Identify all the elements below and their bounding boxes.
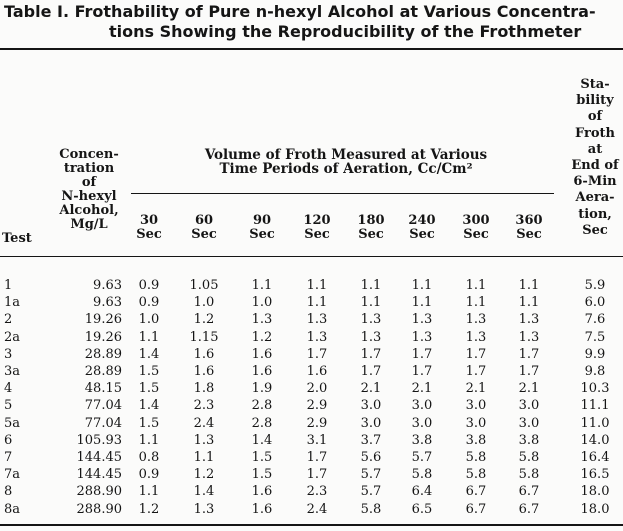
header-stability-line: Sta- — [580, 77, 610, 92]
header-concentration-line: Alcohol, — [59, 203, 119, 218]
cell-stability: 16.5 — [580, 467, 610, 483]
cell-volume: 1.6 — [251, 501, 273, 517]
cell-test: 1a — [4, 295, 21, 311]
cell-concentration: 77.04 — [84, 415, 122, 431]
title-line-2: tions Showing the Reproducibility of the Frothmeter — [109, 22, 582, 41]
cell-volume: 1.7 — [306, 450, 328, 465]
cell-volume: 1.6 — [193, 346, 215, 362]
cell-stability: 18.0 — [580, 484, 610, 500]
cell-volume: 1.2 — [193, 312, 215, 328]
header-time-30s — [124, 214, 174, 242]
cell-volume: 1.5 — [138, 364, 160, 379]
cell-concentration: 77.04 — [84, 398, 122, 414]
cell-volume: 5.8 — [360, 501, 382, 517]
table-row — [0, 278, 623, 293]
cell-volume: 3.8 — [518, 432, 540, 448]
cell-volume: 0.8 — [138, 450, 160, 465]
cell-volume: 6.7 — [465, 501, 487, 517]
cell-volume: 3.0 — [465, 398, 487, 414]
cell-stability: 9.9 — [584, 346, 606, 362]
cell-volume: 1.1 — [138, 329, 160, 345]
cell-concentration: 105.93 — [76, 432, 122, 448]
header-concentration — [44, 148, 134, 232]
cell-volume: 1.1 — [306, 295, 328, 311]
cell-concentration: 48.15 — [84, 381, 122, 397]
header-stability — [560, 77, 623, 239]
header-stability-line: Aera- — [575, 190, 615, 206]
cell-volume: 2.8 — [251, 415, 273, 431]
cell-concentration: 28.89 — [84, 346, 122, 362]
cell-stability: 11.1 — [580, 398, 610, 414]
cell-volume: 1.1 — [138, 484, 160, 500]
cell-volume: 1.1 — [193, 450, 215, 465]
cell-volume: 6.4 — [411, 484, 433, 500]
header-time-value: 90 — [252, 213, 272, 228]
cell-volume: 3.0 — [518, 415, 540, 431]
header-time-300s — [451, 214, 501, 242]
cell-volume: 1.3 — [251, 312, 273, 328]
header-time-unit: Sec — [191, 227, 217, 242]
table-row — [0, 416, 623, 431]
cell-volume: 0.9 — [138, 278, 160, 293]
header-time-value: 180 — [357, 213, 385, 228]
header-time-unit: Sec — [409, 227, 435, 242]
cell-volume: 1.6 — [251, 484, 273, 500]
table-row — [0, 433, 623, 448]
cell-test: 2a — [4, 329, 21, 345]
cell-volume: 1.3 — [518, 329, 540, 345]
cell-stability: 10.3 — [580, 381, 610, 397]
cell-volume: 1.2 — [193, 467, 215, 483]
cell-volume: 1.7 — [306, 467, 328, 483]
header-concentration-line: Concen- — [59, 147, 119, 162]
bottom-rule — [0, 524, 623, 526]
cell-volume: 6.7 — [518, 484, 540, 500]
cell-test: 7 — [4, 450, 13, 465]
cell-concentration: 144.45 — [76, 450, 122, 465]
cell-test: 3 — [4, 346, 13, 362]
header-bottom-rule — [0, 256, 623, 257]
cell-volume: 1.7 — [360, 346, 382, 362]
header-stability-line: Sec — [582, 222, 608, 238]
header-concentration-line: tration — [63, 161, 115, 176]
cell-volume: 1.5 — [251, 450, 273, 465]
cell-volume: 1.0 — [138, 312, 160, 328]
header-concentration-line: of — [81, 175, 97, 190]
cell-volume: 1.3 — [193, 432, 215, 448]
header-time-120s — [292, 214, 342, 242]
cell-volume: 2.1 — [411, 381, 433, 397]
header-time-unit: Sec — [358, 227, 384, 242]
cell-volume: 1.1 — [518, 278, 540, 293]
cell-volume: 1.2 — [251, 329, 273, 345]
cell-volume: 1.4 — [251, 432, 273, 448]
cell-volume: 2.0 — [306, 381, 328, 397]
header-time-90s — [237, 214, 287, 242]
cell-concentration: 9.63 — [93, 295, 122, 311]
top-rule — [0, 48, 623, 50]
cell-concentration: 144.45 — [76, 467, 122, 483]
cell-stability: 18.0 — [580, 501, 610, 517]
cell-volume: 1.1 — [465, 295, 487, 311]
cell-volume: 5.7 — [411, 450, 433, 465]
cell-volume: 1.1 — [360, 295, 382, 311]
cell-volume: 1.3 — [360, 329, 382, 345]
table-row — [0, 484, 623, 499]
cell-volume: 1.1 — [360, 278, 382, 293]
cell-volume: 2.1 — [518, 381, 540, 397]
cell-stability: 11.0 — [580, 415, 610, 431]
cell-volume: 1.1 — [518, 295, 540, 311]
cell-stability: 16.4 — [580, 450, 610, 465]
header-stability-line: 6-Min — [573, 174, 617, 190]
cell-volume: 1.8 — [193, 381, 215, 397]
cell-volume: 1.1 — [251, 278, 273, 293]
cell-volume: 3.8 — [465, 432, 487, 448]
table-row — [0, 381, 623, 396]
cell-concentration: 288.90 — [76, 484, 122, 500]
cell-test: 3a — [4, 364, 21, 379]
cell-volume: 1.7 — [465, 364, 487, 379]
cell-test: 8a — [4, 501, 21, 517]
cell-volume: 2.3 — [193, 398, 215, 414]
header-stability-line: at — [587, 141, 603, 157]
cell-volume: 1.4 — [138, 398, 160, 414]
cell-volume: 3.1 — [306, 432, 328, 448]
cell-volume: 2.4 — [306, 501, 328, 517]
header-time-value: 360 — [515, 213, 543, 228]
header-time-180s — [346, 214, 396, 242]
header-stability-line: Froth — [575, 125, 615, 141]
cell-volume: 1.2 — [138, 501, 160, 517]
cell-volume: 1.4 — [193, 484, 215, 500]
cell-volume: 1.6 — [306, 364, 328, 379]
cell-volume: 1.5 — [251, 467, 273, 483]
cell-volume: 1.6 — [251, 364, 273, 379]
header-time-value: 300 — [462, 213, 490, 228]
cell-stability: 9.8 — [584, 364, 606, 379]
cell-volume: 1.1 — [306, 278, 328, 293]
header-stability-line: tion, — [578, 206, 612, 222]
cell-volume: 2.4 — [193, 415, 215, 431]
cell-stability: 6.0 — [584, 295, 606, 311]
cell-stability: 7.5 — [584, 329, 606, 345]
cell-volume: 6.5 — [411, 501, 433, 517]
cell-volume: 1.7 — [360, 364, 382, 379]
cell-volume: 3.0 — [465, 415, 487, 431]
table-row — [0, 364, 623, 379]
table-row — [0, 330, 623, 345]
header-time-360s — [504, 214, 554, 242]
header-volume-group — [130, 148, 562, 176]
cell-volume: 0.9 — [138, 467, 160, 483]
table-row — [0, 295, 623, 310]
cell-volume: 1.7 — [306, 346, 328, 362]
header-stability-line: of — [587, 109, 603, 125]
cell-volume: 1.9 — [251, 381, 273, 397]
header-time-unit: Sec — [463, 227, 489, 242]
cell-volume: 5.7 — [360, 467, 382, 483]
cell-volume: 1.7 — [518, 364, 540, 379]
cell-volume: 1.1 — [411, 278, 433, 293]
cell-volume: 1.15 — [189, 329, 219, 345]
cell-volume: 6.7 — [465, 484, 487, 500]
cell-volume: 1.4 — [138, 346, 160, 362]
cell-volume: 3.7 — [360, 432, 382, 448]
cell-volume: 2.1 — [465, 381, 487, 397]
cell-test: 5 — [4, 398, 13, 414]
header-concentration-line: Mg/L — [70, 217, 108, 232]
cell-volume: 1.3 — [411, 312, 433, 328]
cell-volume: 3.0 — [411, 415, 433, 431]
cell-test: 7a — [4, 467, 21, 483]
cell-volume: 1.6 — [193, 364, 215, 379]
cell-volume: 1.3 — [193, 501, 215, 517]
cell-concentration: 19.26 — [84, 329, 122, 345]
table-row — [0, 467, 623, 482]
header-stability-line: End of — [571, 158, 619, 174]
cell-volume: 2.1 — [360, 381, 382, 397]
cell-volume: 5.8 — [518, 467, 540, 483]
cell-volume: 5.8 — [518, 450, 540, 465]
cell-volume: 2.9 — [306, 415, 328, 431]
header-time-unit: Sec — [136, 227, 162, 242]
volume-group-rule — [131, 193, 554, 194]
cell-test: 8 — [4, 484, 13, 500]
cell-volume: 2.3 — [306, 484, 328, 500]
table-row — [0, 347, 623, 362]
cell-volume: 1.3 — [306, 312, 328, 328]
cell-concentration: 288.90 — [76, 501, 122, 517]
header-time-value: 60 — [194, 213, 214, 228]
cell-volume: 3.8 — [411, 432, 433, 448]
cell-stability: 7.6 — [584, 312, 606, 328]
cell-volume: 1.3 — [518, 312, 540, 328]
header-volume-group-line: Time Periods of Aeration, Cc/Cm² — [219, 161, 473, 177]
cell-test: 1 — [4, 278, 13, 293]
header-time-value: 120 — [303, 213, 331, 228]
cell-volume: 5.8 — [465, 467, 487, 483]
cell-volume: 3.0 — [518, 398, 540, 414]
cell-volume: 6.7 — [518, 501, 540, 517]
cell-volume: 1.5 — [138, 381, 160, 397]
cell-volume: 5.6 — [360, 450, 382, 465]
header-time-240s — [397, 214, 447, 242]
cell-test: 4 — [4, 381, 13, 397]
header-stability-line: bility — [576, 93, 614, 109]
table-row — [0, 450, 623, 465]
header-concentration-line: N-hexyl — [61, 189, 117, 204]
cell-volume: 1.6 — [251, 346, 273, 362]
cell-volume: 1.1 — [465, 278, 487, 293]
header-time-unit: Sec — [249, 227, 275, 242]
cell-volume: 1.3 — [411, 329, 433, 345]
header-time-value: 30 — [139, 213, 159, 228]
cell-stability: 5.9 — [584, 278, 606, 293]
cell-volume: 1.05 — [189, 278, 219, 293]
cell-volume: 3.0 — [360, 415, 382, 431]
cell-volume: 1.5 — [138, 415, 160, 431]
cell-volume: 5.8 — [465, 450, 487, 465]
table-row — [0, 398, 623, 413]
cell-volume: 2.9 — [306, 398, 328, 414]
cell-volume: 1.0 — [251, 295, 273, 311]
header-time-unit: Sec — [304, 227, 330, 242]
cell-volume: 5.8 — [411, 467, 433, 483]
cell-volume: 1.7 — [411, 346, 433, 362]
cell-volume: 1.7 — [465, 346, 487, 362]
cell-volume: 3.0 — [360, 398, 382, 414]
cell-stability: 14.0 — [580, 432, 610, 448]
table-row — [0, 502, 623, 517]
cell-volume: 2.8 — [251, 398, 273, 414]
header-test: Test — [2, 231, 32, 246]
cell-test: 5a — [4, 415, 21, 431]
header-time-60s — [179, 214, 229, 242]
cell-volume: 1.7 — [411, 364, 433, 379]
cell-concentration: 28.89 — [84, 364, 122, 379]
cell-concentration: 9.63 — [93, 278, 122, 293]
table-row — [0, 312, 623, 327]
cell-test: 6 — [4, 432, 13, 448]
cell-volume: 1.3 — [360, 312, 382, 328]
cell-volume: 3.0 — [411, 398, 433, 414]
cell-volume: 1.0 — [193, 295, 215, 311]
title-line-1: Table I. Frothability of Pure n-hexyl Alcohol at Various Concentra- — [4, 2, 596, 21]
header-time-unit: Sec — [516, 227, 542, 242]
cell-volume: 1.3 — [306, 329, 328, 345]
cell-volume: 5.7 — [360, 484, 382, 500]
cell-concentration: 19.26 — [84, 312, 122, 328]
cell-volume: 1.3 — [465, 312, 487, 328]
header-time-value: 240 — [408, 213, 436, 228]
cell-volume: 1.3 — [465, 329, 487, 345]
cell-volume: 1.1 — [411, 295, 433, 311]
table-title — [0, 2, 623, 42]
header-volume-group-line: Volume of Froth Measured at Various — [204, 147, 488, 163]
cell-volume: 1.7 — [518, 346, 540, 362]
cell-volume: 1.1 — [138, 432, 160, 448]
cell-test: 2 — [4, 312, 13, 328]
cell-volume: 0.9 — [138, 295, 160, 311]
